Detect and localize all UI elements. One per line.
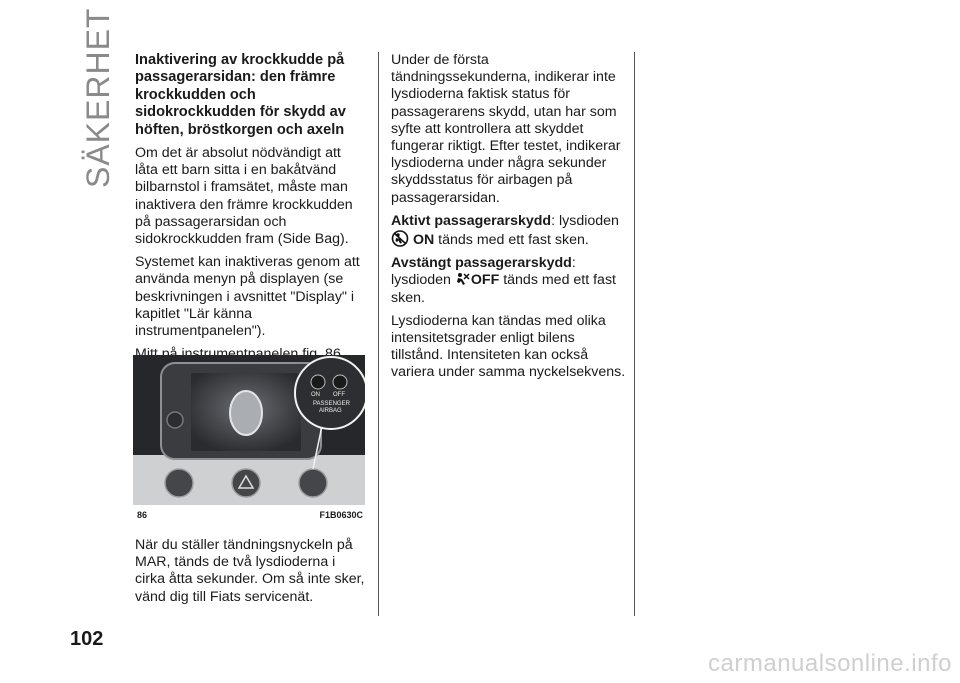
dashboard-photo (133, 355, 365, 505)
left-column (135, 52, 367, 406)
fig-label-passenger: PASSENGER (313, 401, 350, 407)
fig-label-off: OFF (333, 392, 345, 398)
watermark: carmanualsonline.info (708, 650, 952, 677)
paragraph-test: Under de första tändningssekunderna, indikerar inte lysdioderna faktisk status för passagerarens skydd, utan har som syfte att kontrollera att skyddet fungerar riktigt. Efter testet, indikerar lysdioderna under några sekunder skyddsstatus för airbagen på passagerarsidan. (391, 52, 621, 206)
column-divider-2 (634, 52, 635, 616)
paragraph-active: Aktivt passagerarskydd: lysdioden ON tänds med ett fast sken. (391, 212, 619, 249)
paragraph-intro: Om det är absolut nödvändigt att låta ett barn sitta i en bakåtvänd bilbarnstol i framsätet, måste man inaktivera den främre krockkudden på passagerarsidan och sidokrockkudden fram (Side Bag). (135, 145, 353, 248)
column-divider-1 (378, 52, 379, 616)
fig-label-airbag: AIRBAG (319, 408, 342, 414)
page-number: 102 (70, 628, 104, 650)
paragraph-intensity: Lysdioderna kan tändas med olika intensitetsgrader enligt bilens tillstånd. Intensiteten kan också variera under samma nyckelsekvens. (391, 312, 626, 381)
figure-86 (133, 355, 365, 527)
airbag-on-icon (391, 230, 409, 247)
paragraph-display: Systemet kan inaktiveras genom att använda menyn på displayen (se beskrivningen i avsnittet "Display" i kapitlet "Lär känna instrumentpanelen"). (135, 254, 360, 340)
section-heading: Inaktivering av krockkudde på passagerarsidan: den främre krockkudden och sidokrockkudden för skydd av höften, bröstkorgen och axeln (135, 52, 346, 138)
figure-code: F1B0630C (319, 510, 363, 520)
section-title: SÄKERHET (80, 7, 116, 188)
airbag-off-icon (455, 272, 471, 287)
right-column (391, 52, 627, 388)
fig-label-on: ON (311, 392, 320, 398)
figure-number: 86 (137, 510, 148, 520)
paragraph-ignition: När du ställer tändningsnyckeln på MAR, tänds de två lysdioderna i cirka åtta sekunder. Om så inte sker, vänd dig till Fiats servicenät. (135, 537, 365, 605)
paragraph-deactivated: Avstängt passagerarskydd: lysdioden OFF tänds med ett fast sken. (391, 255, 616, 306)
